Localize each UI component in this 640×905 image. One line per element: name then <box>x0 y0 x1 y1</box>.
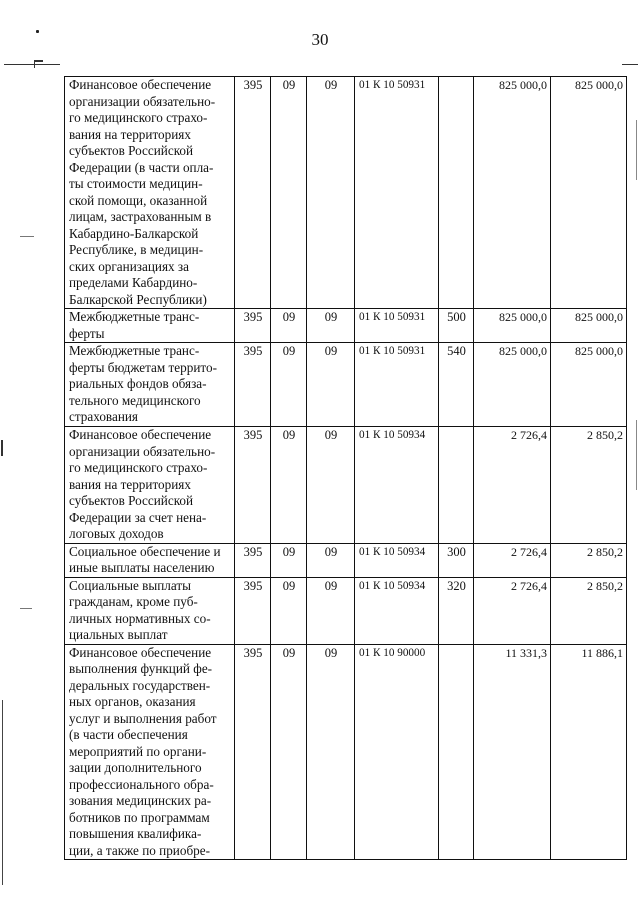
table-row <box>65 309 627 343</box>
scan-edge-left <box>1 440 3 456</box>
table-row <box>65 77 627 309</box>
section-code: 09 <box>271 427 307 544</box>
subsection-code: 09 <box>307 343 355 427</box>
amount-year-2: 2 850,2 <box>551 577 627 644</box>
ministry-code: 395 <box>235 309 271 343</box>
target-article: 01 К 10 50934 <box>355 577 439 644</box>
expense-type: 320 <box>439 577 474 644</box>
subsection-code: 09 <box>307 77 355 309</box>
scan-edge-right <box>636 420 637 490</box>
row-name: Финансовое обеспечение выполнения функций фе- деральных государствен- ных органов, оказания услуг и выполнения работ (в части обеспечения мероприятий по органи- зации дополнительного профессионального обра- зования медицинских ра- ботников по программам повышения квалифика- ции, а также по приобре- <box>65 644 235 860</box>
amount-year-1: 825 000,0 <box>474 343 551 427</box>
row-name: Социальные выплаты гражданам, кроме пуб- личных нормативных со- циальных выплат <box>65 577 235 644</box>
section-code: 09 <box>271 343 307 427</box>
table-row <box>65 644 627 860</box>
section-code: 09 <box>271 644 307 860</box>
subsection-code: 09 <box>307 577 355 644</box>
row-name: Финансовое обеспечение организации обязательно- го медицинского страхо- вания на территориях субъектов Российской Федерации за счет нена- логовых доходов <box>65 427 235 544</box>
scan-tick-left <box>20 236 34 237</box>
budget-table <box>64 76 627 860</box>
page-number: 30 <box>311 30 329 49</box>
row-name: Межбюджетные транс- ферты <box>65 309 235 343</box>
row-name: Социальное обеспечение и иные выплаты населению <box>65 543 235 577</box>
table-row <box>65 577 627 644</box>
amount-year-1: 11 331,3 <box>474 644 551 860</box>
ministry-code: 395 <box>235 343 271 427</box>
amount-year-2: 11 886,1 <box>551 644 627 860</box>
scan-line-top-right <box>622 64 638 65</box>
section-code: 09 <box>271 577 307 644</box>
amount-year-2: 2 850,2 <box>551 427 627 544</box>
subsection-code: 09 <box>307 309 355 343</box>
ministry-code: 395 <box>235 427 271 544</box>
target-article: 01 К 10 50931 <box>355 77 439 309</box>
table-row <box>65 343 627 427</box>
target-article: 01 К 10 50931 <box>355 343 439 427</box>
scan-edge-right <box>636 120 637 180</box>
amount-year-1: 2 726,4 <box>474 427 551 544</box>
section-code: 09 <box>271 77 307 309</box>
amount-year-2: 2 850,2 <box>551 543 627 577</box>
expense-type: 500 <box>439 309 474 343</box>
ministry-code: 395 <box>235 644 271 860</box>
expense-type <box>439 427 474 544</box>
target-article: 01 К 10 50934 <box>355 427 439 544</box>
amount-year-2: 825 000,0 <box>551 309 627 343</box>
scan-dot <box>36 30 39 33</box>
subsection-code: 09 <box>307 427 355 544</box>
ministry-code: 395 <box>235 77 271 309</box>
target-article: 01 К 10 50931 <box>355 309 439 343</box>
subsection-code: 09 <box>307 644 355 860</box>
scan-tick-left <box>20 608 32 609</box>
table-row <box>65 427 627 544</box>
expense-type <box>439 77 474 309</box>
section-code: 09 <box>271 309 307 343</box>
target-article: 01 К 10 90000 <box>355 644 439 860</box>
ministry-code: 395 <box>235 543 271 577</box>
section-code: 09 <box>271 543 307 577</box>
table-row <box>65 543 627 577</box>
amount-year-2: 825 000,0 <box>551 343 627 427</box>
amount-year-1: 825 000,0 <box>474 309 551 343</box>
expense-type: 540 <box>439 343 474 427</box>
row-name: Межбюджетные транс- ферты бюджетам террито- риальных фондов обяза- тельного медицинского страхования <box>65 343 235 427</box>
ministry-code: 395 <box>235 577 271 644</box>
row-name: Финансовое обеспечение организации обязательно- го медицинского страхо- вания на территориях субъектов Российской Федерации (в части опла- ты стоимости медицин- ской помощи, оказанной лицам, застрахованным в Кабардино-Балкарской Республике, в медицин- ских организациях за пределами Кабардино- Балкарской Республики) <box>65 77 235 309</box>
amount-year-2: 825 000,0 <box>551 77 627 309</box>
scan-edge-left <box>2 700 3 885</box>
target-article: 01 К 10 50934 <box>355 543 439 577</box>
amount-year-1: 825 000,0 <box>474 77 551 309</box>
scan-line-top <box>4 64 60 65</box>
amount-year-1: 2 726,4 <box>474 543 551 577</box>
scan-mark-top <box>34 60 43 68</box>
expense-type <box>439 644 474 860</box>
expense-type: 300 <box>439 543 474 577</box>
amount-year-1: 2 726,4 <box>474 577 551 644</box>
subsection-code: 09 <box>307 543 355 577</box>
